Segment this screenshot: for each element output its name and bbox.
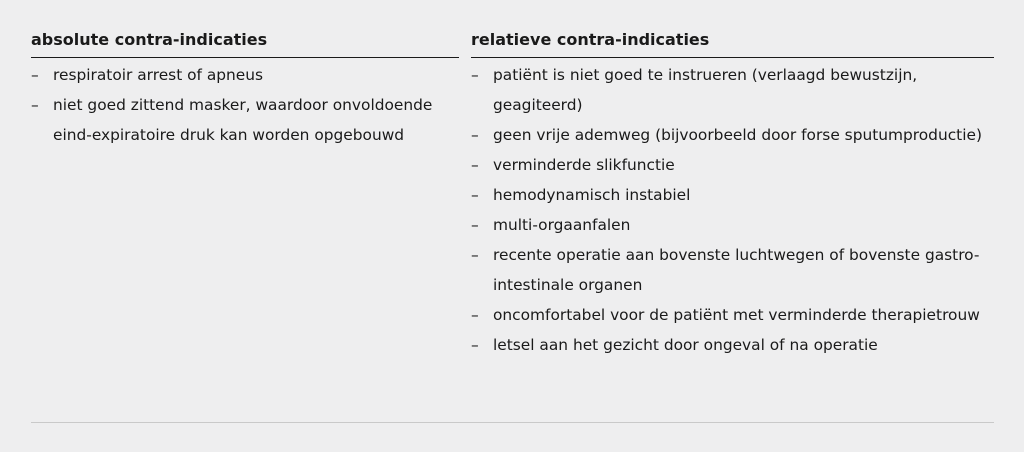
bullet-dash: – — [471, 246, 479, 264]
list-item: – verminderde slikfunctie — [471, 150, 994, 180]
bullet-dash: – — [31, 66, 39, 84]
list-item: – geen vrije ademweg (bijvoorbeeld door forse sputumproductie) — [471, 120, 994, 150]
absolute-column — [31, 30, 459, 150]
list-item: – recente operatie aan bovenste luchtwegen of bovenste gastro-intestinale organen — [471, 240, 994, 300]
absolute-list — [31, 60, 459, 150]
list-item: – oncomfortabel voor de patiënt met verminderde therapietrouw — [471, 300, 994, 330]
table-bottom-rule — [31, 422, 994, 423]
relative-column — [471, 30, 994, 360]
bullet-dash: – — [471, 156, 479, 174]
bullet-dash: – — [471, 336, 479, 354]
bullet-dash: – — [471, 66, 479, 84]
bullet-dash: – — [471, 186, 479, 204]
list-item: – hemodynamisch instabiel — [471, 180, 994, 210]
bullet-dash: – — [471, 126, 479, 144]
bullet-dash: – — [471, 216, 479, 234]
list-item: – niet goed zittend masker, waardoor onvoldoende eind-expiratoire druk kan worden opgebouwd — [31, 90, 459, 150]
relative-list — [471, 60, 994, 360]
bullet-dash: – — [471, 306, 479, 324]
list-item: – respiratoir arrest of apneus — [31, 60, 459, 90]
list-item: – multi-orgaanfalen — [471, 210, 994, 240]
bullet-dash: – — [31, 96, 39, 114]
relative-column-header: relatieve contra-indicaties — [471, 30, 994, 58]
contra-indications-table — [31, 30, 994, 423]
list-item: – letsel aan het gezicht door ongeval of na operatie — [471, 330, 994, 360]
list-item: – patiënt is niet goed te instrueren (verlaagd bewustzijn, geagiteerd) — [471, 60, 994, 120]
absolute-column-header: absolute contra-indicaties — [31, 30, 459, 58]
